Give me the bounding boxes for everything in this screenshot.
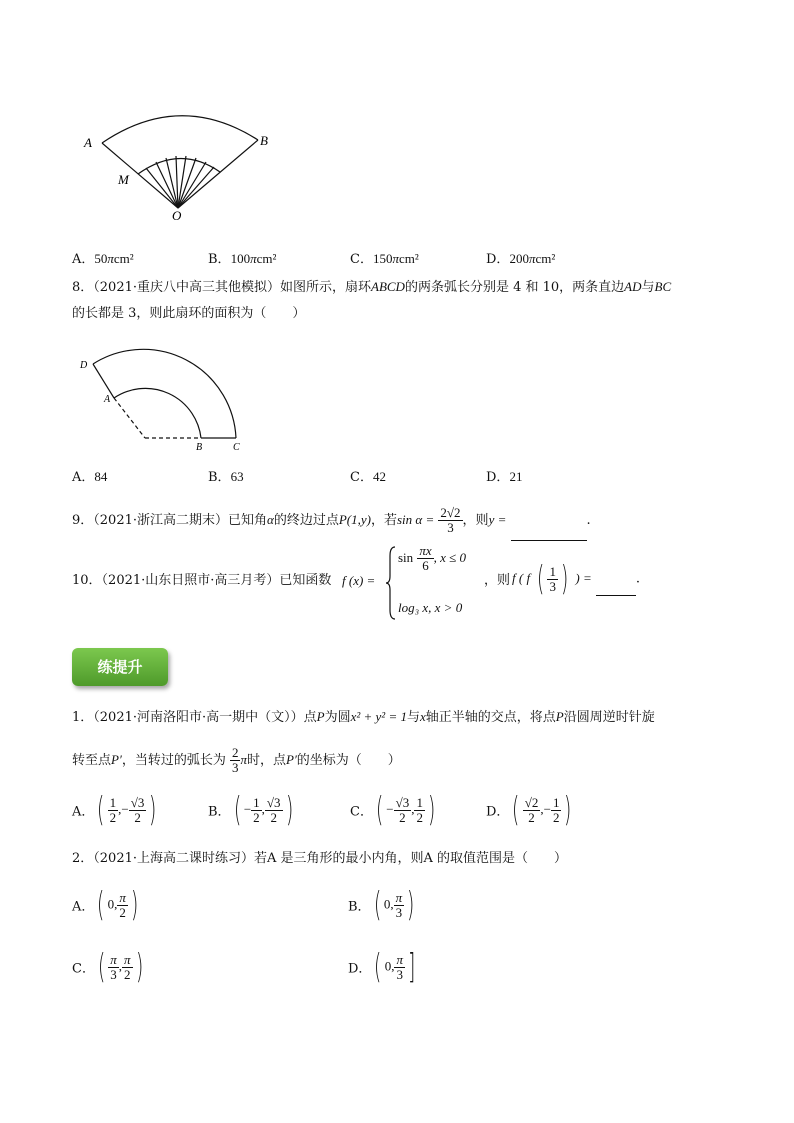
p1-stem-line2: 转至点P′，当转过的弧长为 $\frac{2}{3}$ π时，点P′的坐标为（ ） bbox=[72, 745, 401, 775]
annulus-sector-figure bbox=[76, 340, 256, 455]
q10-stem: 10．（2021·山东日照市·高三月考）已知函数 f (x) = sin $\frac{\pi x}{6}$ , x ≤ 0 log₃ x, x > 0 ，则 f ( f ( $\frac{1}{3}$ ) ) = . bbox=[72, 540, 712, 624]
q8-stem-line1: 8．（2021·重庆八中高三其他模拟）如图所示，扇环ABCD的两条弧长分别是 4 和 10，两条直边AD与BC bbox=[72, 279, 672, 295]
p1-stem-line1: 1．（2021·河南洛阳市·高一期中（文））点P为圆x² + y² = 1与x轴正半轴的交点，将点P沿圆周逆时针旋 bbox=[72, 709, 655, 725]
p2-option-c: C．( $\frac{\pi}{3}$ , $\frac{\pi}{2}$ ) bbox=[72, 947, 143, 987]
p1-option-b: B．( − $\frac{1}{2}$ , $\frac{√3}{2}$ ) bbox=[208, 790, 293, 830]
fig2-label-d: D bbox=[80, 360, 88, 371]
p1-option-d: D．( $\frac{√2}{2}$ ,− $\frac{1}{2}$ ) bbox=[486, 790, 572, 830]
fig1-label-b: B bbox=[260, 133, 268, 148]
q9-stem: 9．（2021·浙江高二期末）已知角α的终边过点P(1,y)，若sin α = $\frac{2√2}{3}$ ，则y = . bbox=[72, 500, 591, 541]
q8-option-a: A．84 bbox=[72, 469, 108, 485]
q7-option-c: C．150πcm² bbox=[350, 251, 419, 267]
q8-option-c: C．42 bbox=[350, 469, 386, 485]
fig1-label-o: O bbox=[172, 208, 182, 223]
q10-answer-blank[interactable] bbox=[596, 581, 636, 596]
p2-option-d: D．( 0, $\frac{\pi}{3}$ ] bbox=[348, 947, 416, 987]
p1-option-a: A．( $\frac{1}{2}$ ,− $\frac{√3}{2}$ ) bbox=[72, 790, 157, 830]
fig2-label-c: C bbox=[233, 442, 240, 453]
fig2-label-a: A bbox=[104, 394, 111, 405]
q7-option-b: B．100πcm² bbox=[208, 251, 277, 267]
q7-option-d: D．200πcm² bbox=[486, 251, 556, 267]
p2-option-a: A．( 0, $\frac{\pi}{2}$ ) bbox=[72, 885, 139, 925]
section-badge: 练提升 bbox=[72, 648, 168, 686]
fig1-label-a: A bbox=[84, 135, 92, 150]
q8-option-d: D．21 bbox=[486, 469, 523, 485]
fan-figure bbox=[80, 100, 290, 225]
p1-option-c: C．( − $\frac{√3}{2}$ , $\frac{1}{2}$ ) bbox=[350, 790, 436, 830]
q8-option-b: B．63 bbox=[208, 469, 244, 485]
q9-answer-blank[interactable] bbox=[511, 526, 587, 541]
q7-option-a: A．50πcm² bbox=[72, 251, 134, 267]
fig2-label-b: B bbox=[196, 442, 203, 453]
fig1-label-m: M bbox=[118, 172, 129, 187]
p2-option-b: B．( 0, $\frac{\pi}{3}$ ) bbox=[348, 885, 415, 925]
p2-stem: 2．（2021·上海高二课时练习）若A 是三角形的最小内角，则A 的取值范围是（ ） bbox=[72, 851, 568, 866]
q8-stem-line2: 的长都是 3，则此扇环的面积为（ ） bbox=[72, 306, 306, 321]
